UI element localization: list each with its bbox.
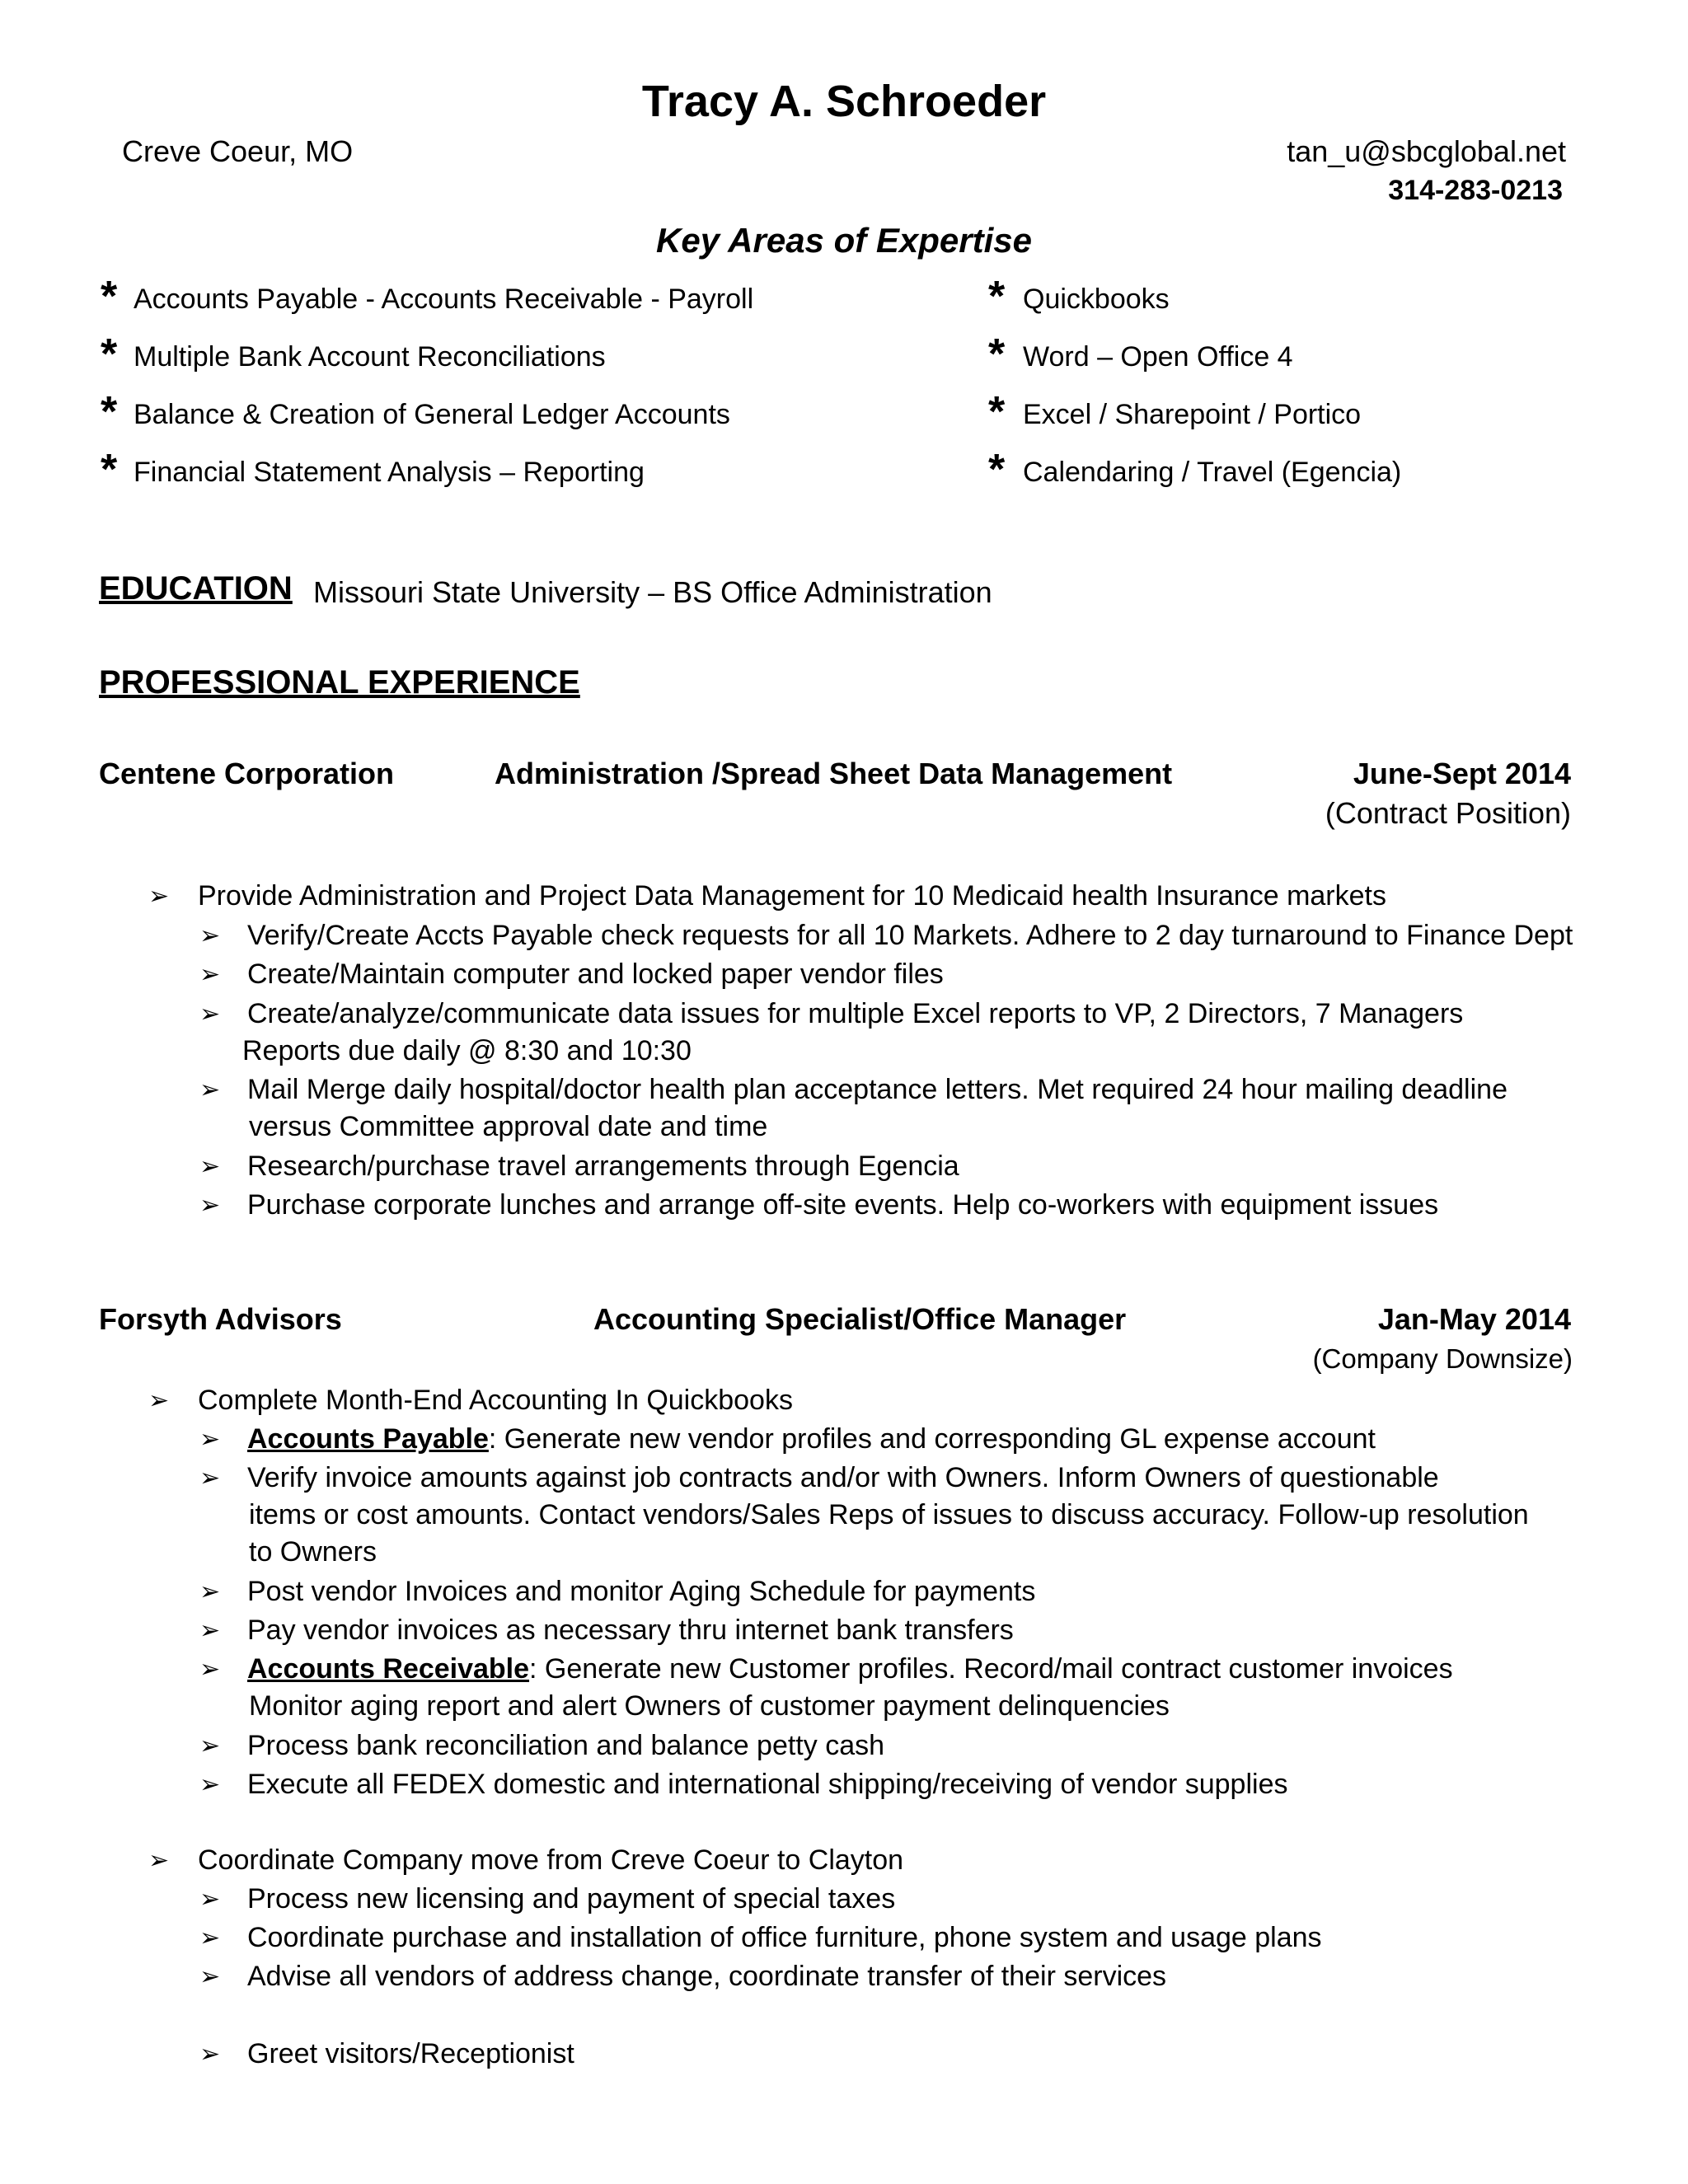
list-item: Verify/Create Accts Payable check requests for all 10 Markets. Adhere to 2 day turnaround to Finance Dept: [247, 920, 1573, 951]
job-title: Administration /Spread Sheet Data Management: [495, 757, 1173, 790]
arrow-bullet-icon: ➢: [148, 883, 170, 910]
list-item: Purchase corporate lunches and arrange off-site events. Help co-workers with equipment issues: [247, 1189, 1439, 1221]
list-item-continuation: versus Committee approval date and time: [249, 1111, 768, 1142]
experience-heading: PROFESSIONAL EXPERIENCE: [99, 664, 580, 701]
arrow-bullet-icon: ➢: [199, 1617, 221, 1644]
accounts-receivable-label: Accounts Receivable: [247, 1653, 530, 1685]
list-item: Mail Merge daily hospital/doctor health plan acceptance letters. Met required 24 hour mailing deadline: [247, 1074, 1507, 1105]
expertise-item: Accounts Payable - Accounts Receivable - Payroll: [134, 284, 754, 315]
arrow-bullet-icon: ➢: [199, 1771, 221, 1798]
candidate-name: Tracy A. Schroeder: [641, 77, 1047, 126]
arrow-bullet-icon: ➢: [199, 1656, 221, 1683]
arrow-bullet-icon: ➢: [199, 961, 221, 988]
education-heading: EDUCATION: [99, 570, 293, 607]
arrow-bullet-icon: ➢: [199, 1001, 221, 1028]
list-item: Coordinate Company move from Creve Coeur to Clayton: [198, 1844, 904, 1876]
list-item: Create/analyze/communicate data issues for multiple Excel reports to VP, 2 Directors, 7 Managers: [247, 998, 1464, 1029]
arrow-bullet-icon: ➢: [148, 1387, 170, 1414]
accounts-payable-text: : Generate new vendor profiles and corresponding GL expense account: [488, 1423, 1376, 1455]
arrow-bullet-icon: ➢: [199, 1465, 221, 1492]
list-item: Complete Month-End Accounting In Quickbooks: [198, 1385, 793, 1416]
list-item: Process bank reconciliation and balance petty cash: [247, 1730, 885, 1761]
accounts-payable-label: Accounts Payable: [247, 1423, 489, 1455]
list-item: Coordinate purchase and installation of office furniture, phone system and usage plans: [247, 1922, 1322, 1953]
arrow-bullet-icon: ➢: [199, 922, 221, 949]
list-item-continuation: Monitor aging report and alert Owners of customer payment delinquencies: [249, 1690, 1170, 1722]
asterisk-icon: *: [988, 388, 1006, 436]
list-item: Research/purchase travel arrangements through Egencia: [247, 1151, 959, 1182]
arrow-bullet-icon: ➢: [199, 1578, 221, 1605]
phone: 314-283-0213: [1388, 175, 1563, 206]
list-item: Post vendor Invoices and monitor Aging Schedule for payments: [247, 1576, 1036, 1607]
list-item: Greet visitors/Receptionist: [247, 2038, 574, 2069]
list-item: [247, 1653, 1453, 1685]
asterisk-icon: *: [101, 330, 118, 378]
job-note: (Contract Position): [1325, 796, 1571, 830]
expertise-item: Word – Open Office 4: [1023, 341, 1293, 373]
expertise-item: Excel / Sharepoint / Portico: [1023, 399, 1362, 430]
expertise-item: Multiple Bank Account Reconciliations: [134, 341, 606, 373]
asterisk-icon: *: [988, 273, 1006, 321]
job-company: Centene Corporation: [99, 757, 395, 790]
expertise-item: Balance & Creation of General Ledger Accounts: [134, 399, 730, 430]
job-title: Accounting Specialist/Office Manager: [593, 1302, 1127, 1336]
arrow-bullet-icon: ➢: [199, 1076, 221, 1104]
job-note: (Company Downsize): [1312, 1343, 1573, 1374]
list-item-continuation: Reports due daily @ 8:30 and 10:30: [242, 1035, 692, 1066]
list-item: Create/Maintain computer and locked paper vendor files: [247, 958, 944, 990]
expertise-item: Quickbooks: [1023, 284, 1170, 315]
asterisk-icon: *: [988, 330, 1006, 378]
arrow-bullet-icon: ➢: [199, 2041, 221, 2068]
list-item: Provide Administration and Project Data Management for 10 Medicaid health Insurance markets: [198, 880, 1386, 912]
asterisk-icon: *: [101, 446, 118, 494]
list-item-continuation: to Owners: [249, 1536, 377, 1568]
arrow-bullet-icon: ➢: [199, 1153, 221, 1180]
expertise-title: Key Areas of Expertise: [656, 221, 1032, 260]
list-item: Execute all FEDEX domestic and international shipping/receiving of vendor supplies: [247, 1769, 1288, 1800]
asterisk-icon: *: [988, 446, 1006, 494]
arrow-bullet-icon: ➢: [199, 1924, 221, 1952]
list-item: Advise all vendors of address change, coordinate transfer of their services: [247, 1961, 1167, 1992]
arrow-bullet-icon: ➢: [199, 1192, 221, 1219]
list-item: Verify invoice amounts against job contracts and/or with Owners. Inform Owners of questionable: [247, 1462, 1439, 1493]
job-company: Forsyth Advisors: [99, 1302, 342, 1336]
expertise-item: Calendaring / Travel (Egencia): [1023, 457, 1402, 488]
accounts-receivable-text: : Generate new Customer profiles. Record/mail contract customer invoices: [529, 1653, 1453, 1685]
email: tan_u@sbcglobal.net: [1287, 134, 1566, 168]
job-dates: Jan-May 2014: [1377, 1302, 1571, 1336]
arrow-bullet-icon: ➢: [199, 1426, 221, 1453]
location: Creve Coeur, MO: [122, 134, 354, 168]
asterisk-icon: *: [101, 388, 118, 436]
expertise-item: Financial Statement Analysis – Reporting: [134, 457, 645, 488]
list-item: Pay vendor invoices as necessary thru internet bank transfers: [247, 1615, 1014, 1646]
arrow-bullet-icon: ➢: [199, 1963, 221, 1990]
arrow-bullet-icon: ➢: [199, 1732, 221, 1760]
education-text: Missouri State University – BS Office Administration: [313, 575, 992, 609]
list-item: Process new licensing and payment of special taxes: [247, 1883, 896, 1915]
arrow-bullet-icon: ➢: [199, 1886, 221, 1913]
list-item: [247, 1423, 1376, 1455]
asterisk-icon: *: [101, 273, 118, 321]
arrow-bullet-icon: ➢: [148, 1847, 170, 1874]
list-item-continuation: items or cost amounts. Contact vendors/Sales Reps of issues to discuss accuracy. Follow-up resolution: [249, 1499, 1529, 1530]
job-dates: June-Sept 2014: [1353, 757, 1571, 790]
